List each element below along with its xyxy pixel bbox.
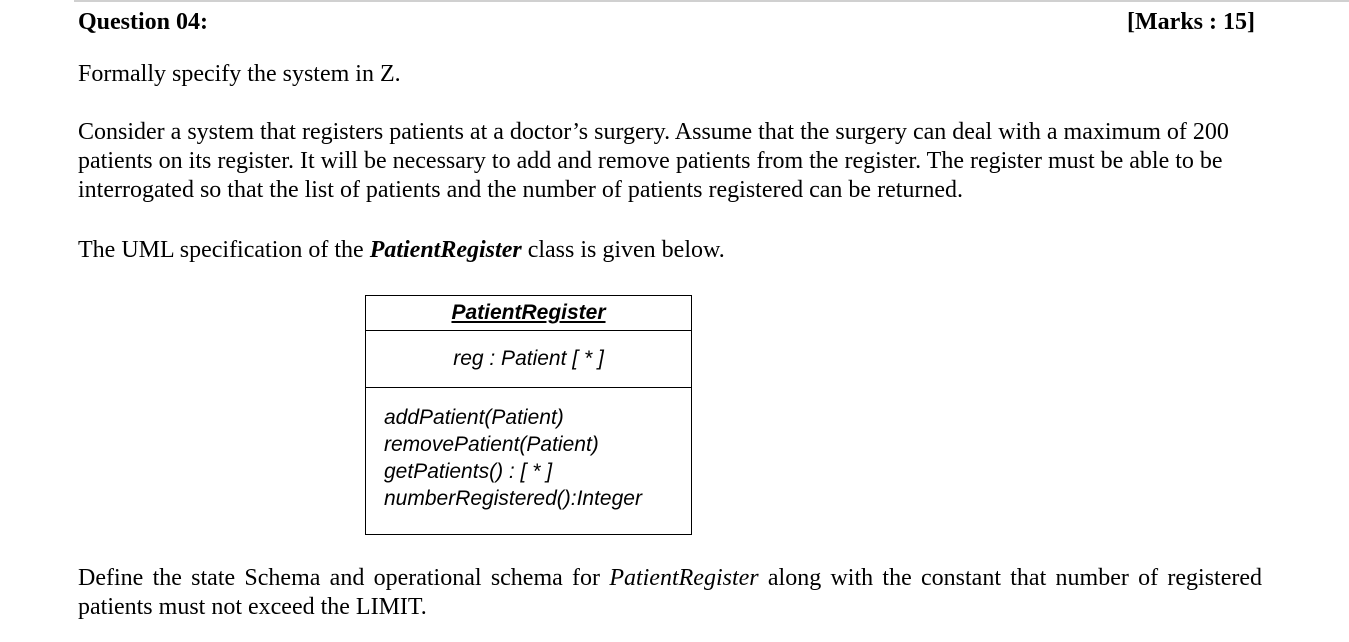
uml-class-name: PatientRegister xyxy=(451,301,606,324)
uml-attributes-compartment xyxy=(366,331,691,388)
question-title: Question 04: xyxy=(78,9,209,35)
uml-operation: numberRegistered():Integer xyxy=(384,487,642,510)
context-paragraph: Consider a system that registers patients at a doctor’s surgery. Assume that the surgery can deal with a maximum of 200 patients on its register. It will be necessary to add and remove patients from the register. The register must be able to be interrogated so that the list of patients and the number of patients registered can be returned. xyxy=(78,119,1229,203)
uml-class-name-compartment xyxy=(366,296,691,331)
task-class-name: PatientRegister xyxy=(609,565,759,591)
task-prefix: Define the state Schema and operational schema for xyxy=(78,565,610,591)
uml-operations-compartment xyxy=(366,388,691,512)
uml-intro-prefix: The UML specification of the xyxy=(78,237,370,263)
question-marks: [Marks : 15] xyxy=(1127,9,1255,35)
top-rule xyxy=(74,0,1349,2)
uml-intro-class-name: PatientRegister xyxy=(369,237,522,263)
uml-operation: removePatient(Patient) xyxy=(384,433,599,456)
uml-intro-paragraph xyxy=(78,236,1262,265)
uml-operation: getPatients() : [ * ] xyxy=(384,460,553,483)
intro-paragraph: Formally specify the system in Z. xyxy=(78,61,401,87)
task-paragraph xyxy=(78,564,1262,622)
task-suffix: along with the constant that number of registered patients must not exceed the LIMIT. xyxy=(78,565,1262,620)
uml-class-diagram xyxy=(365,295,692,535)
uml-intro-suffix: class is given below. xyxy=(521,237,725,263)
uml-operation: addPatient(Patient) xyxy=(384,406,564,429)
uml-attribute: reg : Patient [ * ] xyxy=(453,347,604,370)
